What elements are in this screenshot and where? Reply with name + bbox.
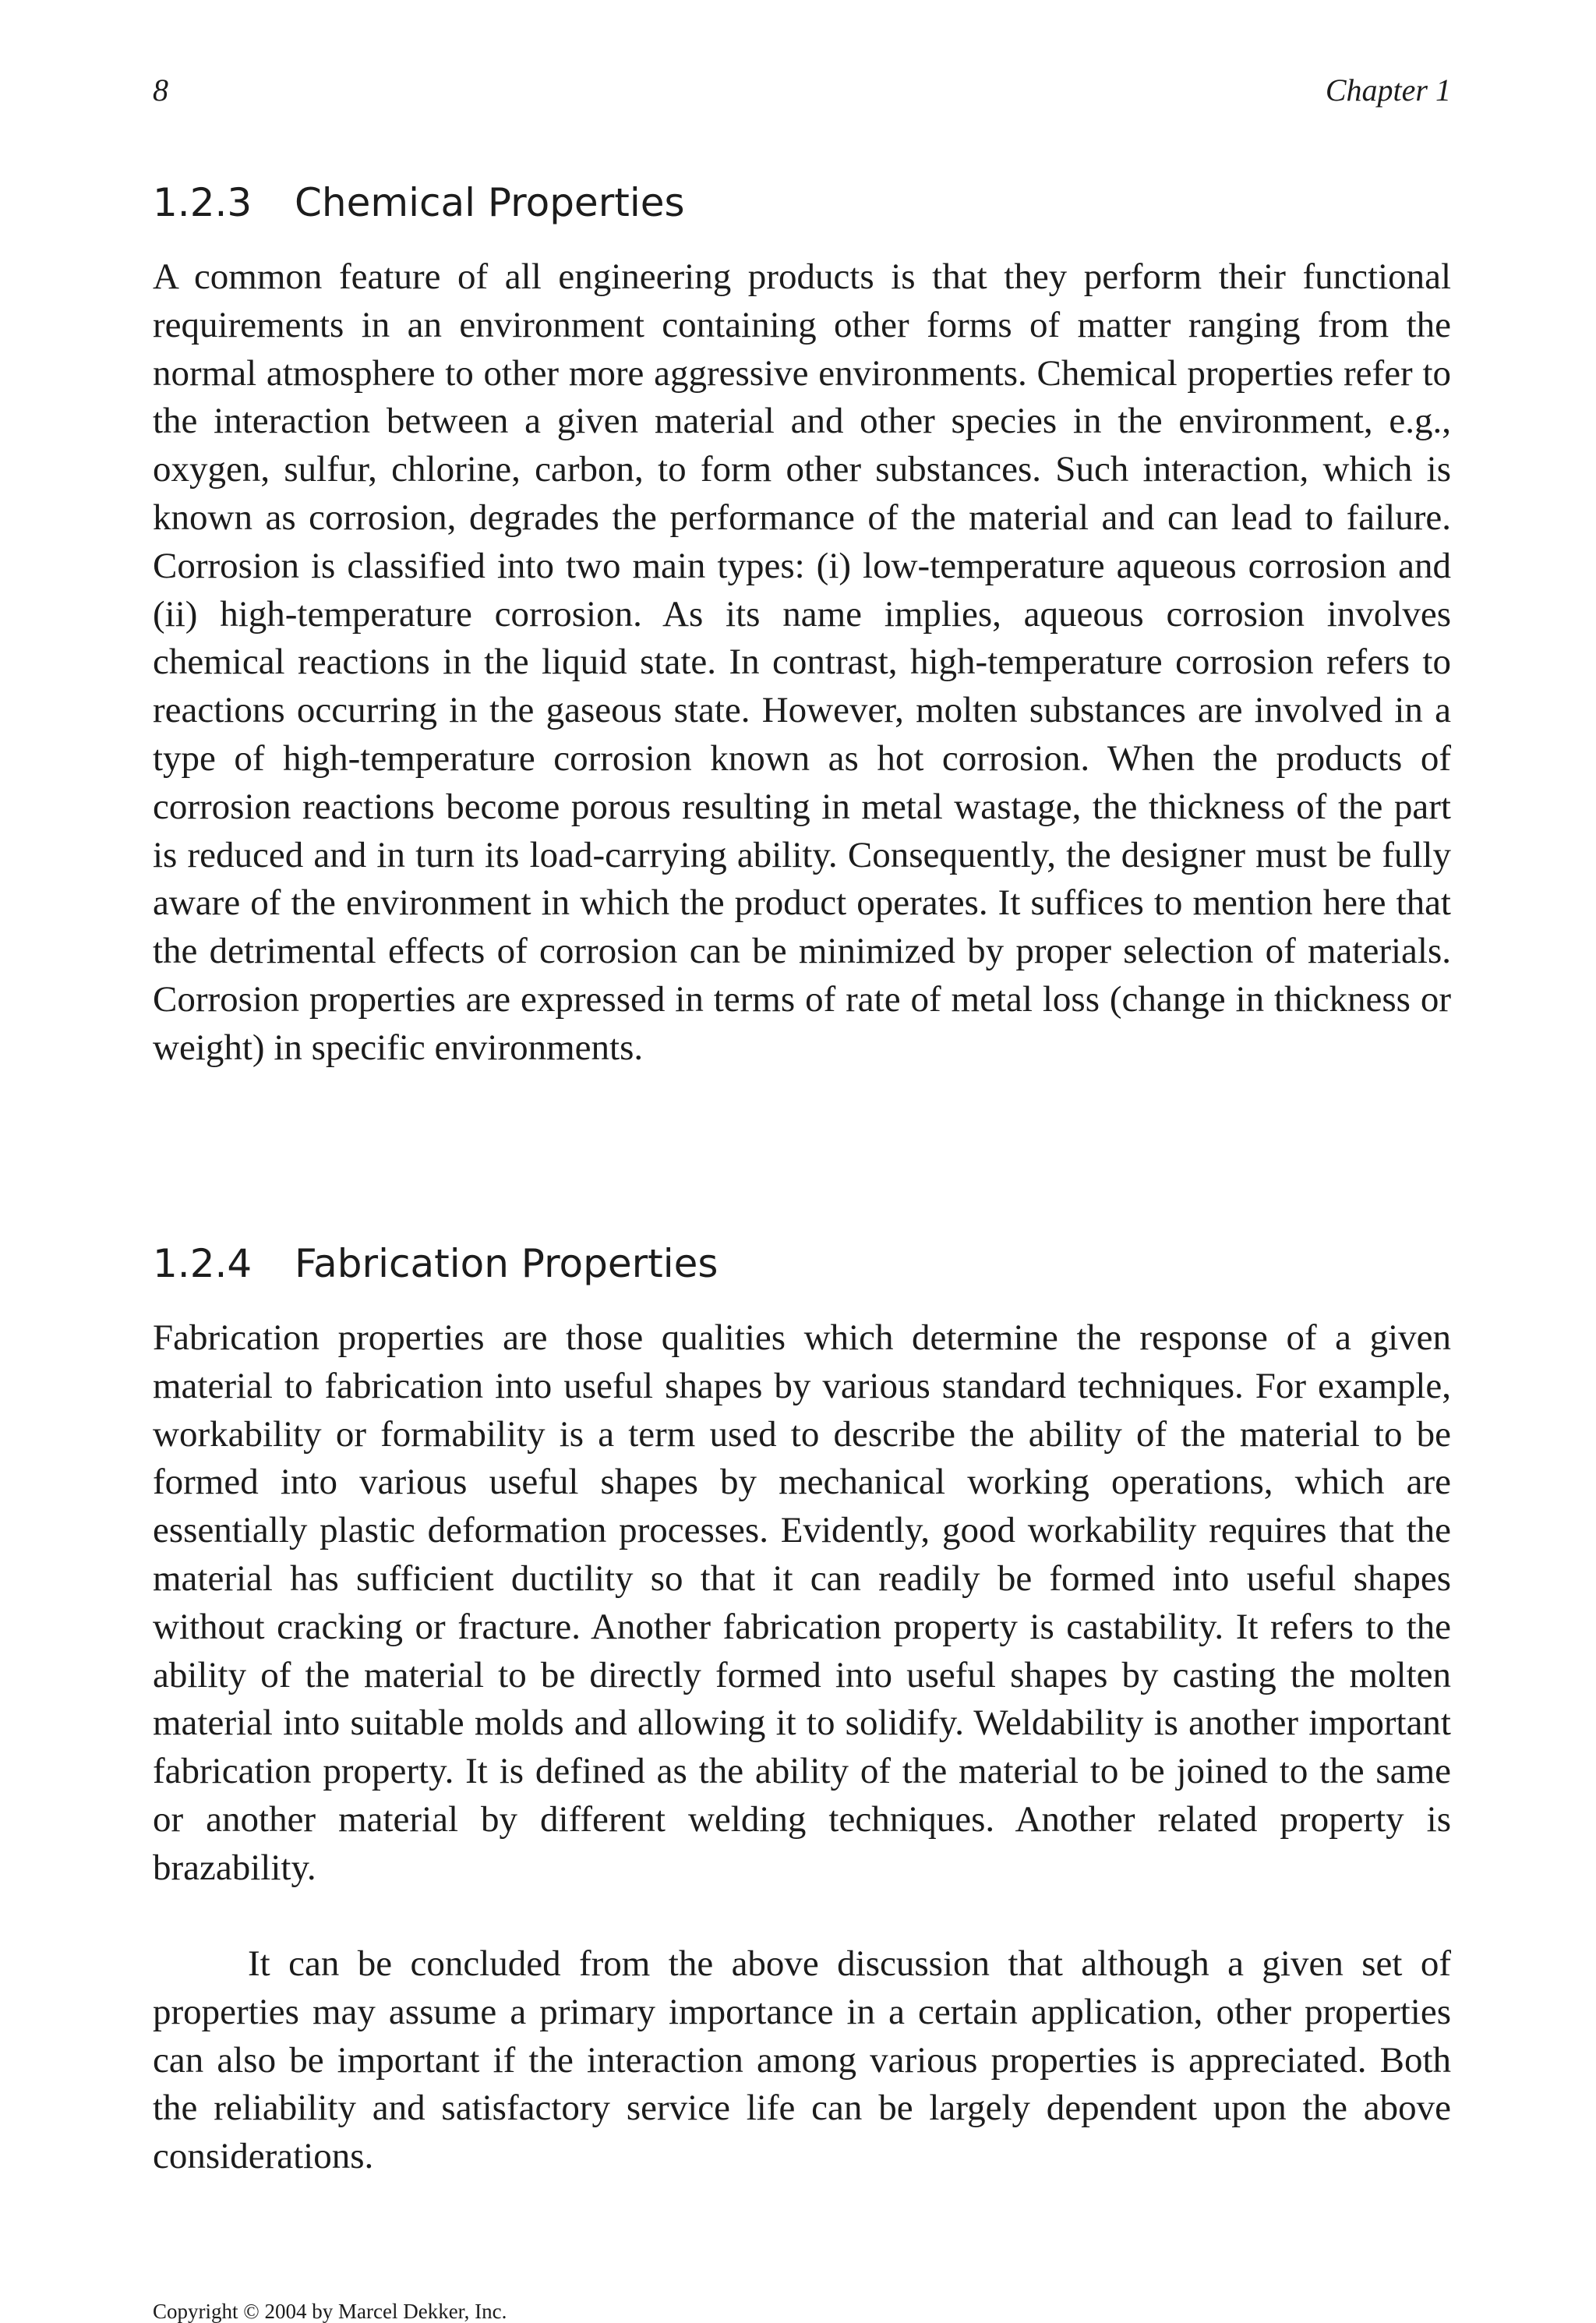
page-number: 8 <box>153 72 168 108</box>
paragraph-chemical-properties: A common feature of all engineering products is that they perform their functional requirements in an environment containing other forms of matter ranging from the normal atmosphere to other more aggressive environments. Chemical properties refer to the interaction between a given material and other species in the environment, e.g., oxygen, sulfur, chlorine, carbon, to form other substances. Such interaction, which is known as corrosion, degrades the performance of the material and can lead to failure. Corrosion is classified into two main types: (i) low-temperature aqueous corrosion and (ii) high-temperature corrosion. As its name implies, aqueous corrosion involves chemical reactions in the liquid state. In contrast, high-temperature corrosion refers to reactions occurring in the gaseous state. However, molten substances are involved in a type of high-temperature corrosion known as hot corrosion. When the products of corrosion reactions become porous resulting in metal wastage, the thickness of the part is reduced and in turn its load-carrying ability. Consequently, the designer must be fully aware of the environment in which the product operates. It suffices to mention here that the detrimental effects of corrosion can be minimized by proper selection of materials. Corrosion properties are expressed in terms of rate of metal loss (change in thickness or weight) in specific environments. <box>153 256 1451 1068</box>
section-heading-chemical-properties <box>153 178 1451 228</box>
chapter-label: Chapter 1 <box>1325 72 1451 108</box>
section-title: Fabrication Properties <box>295 1241 719 1286</box>
copyright-notice: Copyright © 2004 by Marcel Dekker, Inc. <box>153 2300 507 2323</box>
book-page <box>153 0 1451 2322</box>
paragraph-conclusion: It can be concluded from the above discussion that although a given set of properties may assume a primary importance in a certain application, other properties can also be important if the interaction among various properties is appreciated. Both the reliability and satisfactory service life can be largely dependent upon the above considerations. <box>153 1943 1451 2177</box>
section-title: Chemical Properties <box>295 180 685 225</box>
section-number: 1.2.4 <box>153 1241 252 1286</box>
paragraph-fabrication-properties: Fabrication properties are those qualities which determine the response of a given material to fabrication into useful shapes by various standard techniques. For example, workability or formability is a term used to describe the ability of the material to be formed into various useful shapes by mechanical working operations, which are essentially plastic deformation processes. Evidently, good workability requires that the material has sufficient ductility so that it can readily be formed into useful shapes without cracking or fracture. Another fabrication property is castability. It refers to the ability of the material to be directly formed into useful shapes by casting the molten material into suitable molds and allowing it to solidify. Weldability is another important fabrication property. It is defined as the ability of the material to be joined to the same or another material by different welding techniques. Another related property is brazability. <box>153 1317 1451 1888</box>
section-number: 1.2.3 <box>153 180 252 225</box>
running-head <box>153 69 1451 112</box>
section-heading-fabrication-properties <box>153 1239 1451 1289</box>
